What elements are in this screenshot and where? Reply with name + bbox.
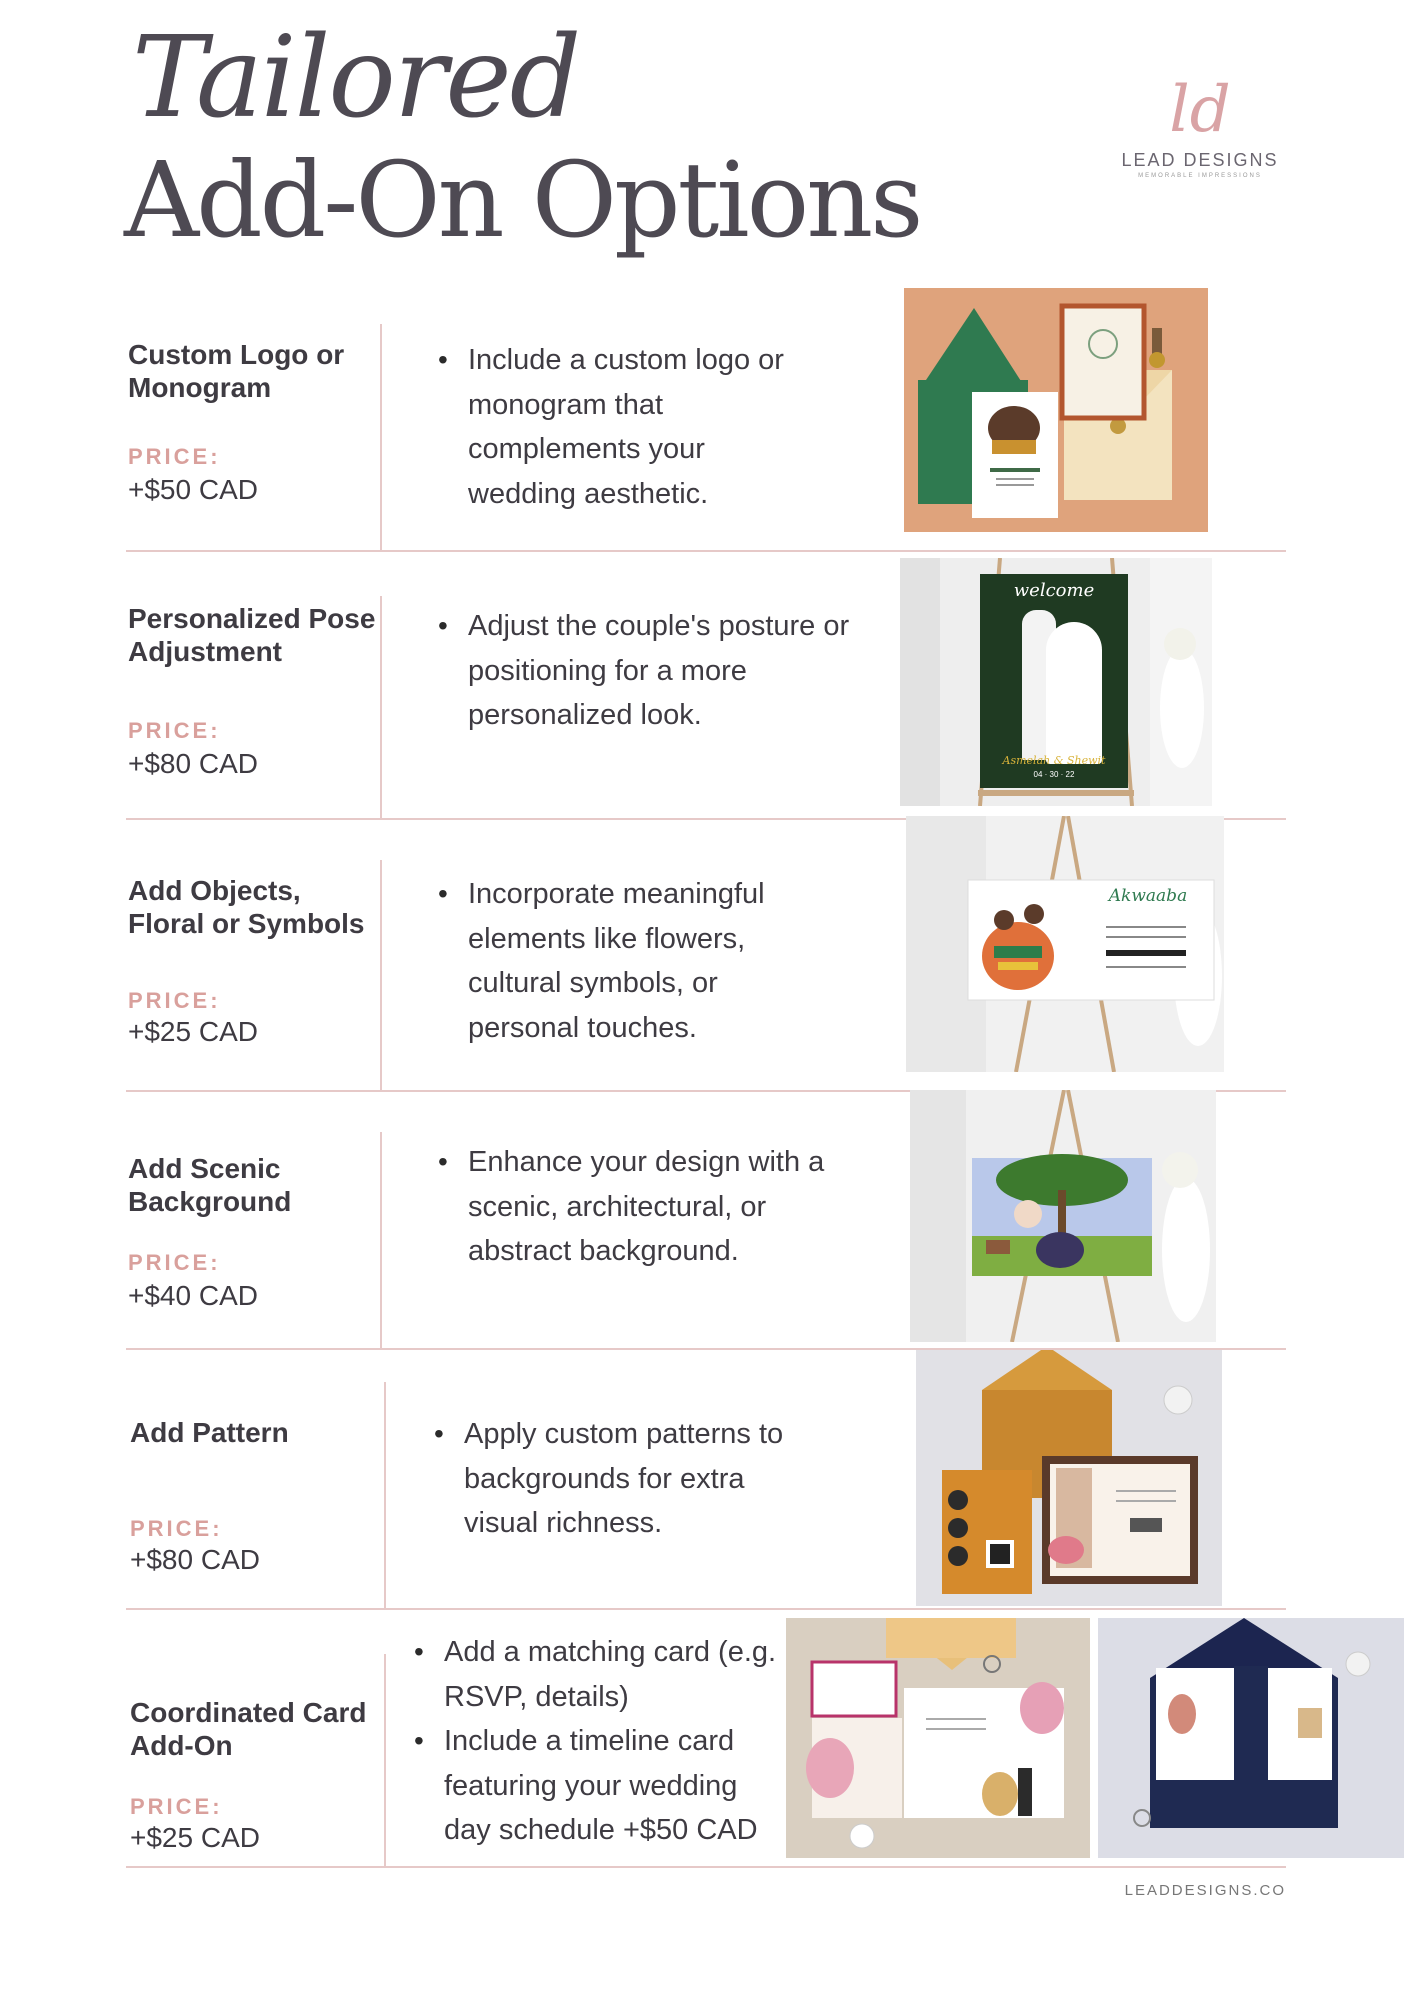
sample-photo-navy-suite bbox=[1098, 1618, 1404, 1858]
sample-photo-monogram-invitation bbox=[904, 288, 1208, 532]
sign-figure-bride bbox=[1046, 622, 1102, 764]
price-label: PRICE: bbox=[130, 1516, 223, 1541]
logo-name: LEAD DESIGNS bbox=[1121, 150, 1279, 170]
option-row-add-pattern bbox=[126, 1350, 1286, 1610]
price-value: +$80 CAD bbox=[130, 1544, 260, 1575]
title-script: Tailored bbox=[132, 13, 580, 143]
option-row-custom-logo bbox=[126, 288, 1286, 552]
price-value: +$25 CAD bbox=[130, 1822, 260, 1853]
price-label: PRICE: bbox=[128, 718, 221, 743]
option-name: Custom Logo or Monogram bbox=[128, 339, 345, 403]
bullet-item: • Adjust the couple's posture or positioning for a more personalized look. bbox=[468, 604, 888, 738]
option-name: Personalized Pose Adjustment bbox=[128, 603, 376, 667]
option-row-coordinated-card bbox=[126, 1610, 1286, 1868]
option-row-objects-floral bbox=[126, 820, 1286, 1092]
option-name: Coordinated Card Add-On bbox=[130, 1697, 367, 1761]
bullet-item: • Enhance your design with a scenic, architectural, or abstract background. bbox=[468, 1140, 848, 1274]
sign-date: 04 · 30 · 22 bbox=[1033, 770, 1075, 779]
sign-heading: Akwaaba bbox=[1108, 886, 1188, 906]
title-main: Add-On Options bbox=[124, 139, 921, 261]
bullet-item: • Apply custom patterns to backgrounds for extra visual richness. bbox=[464, 1412, 824, 1546]
option-name: Add Pattern bbox=[130, 1417, 289, 1448]
option-description bbox=[410, 1630, 784, 1853]
sample-photo-akwaaba-sign bbox=[906, 816, 1224, 1072]
price-value: +$25 CAD bbox=[128, 1016, 258, 1047]
sample-photo-scenic-sign bbox=[910, 1090, 1216, 1342]
sample-photo-floral-suite bbox=[786, 1618, 1090, 1858]
bullet-item: • Include a timeline card featuring your wedding day schedule +$50 CAD bbox=[444, 1719, 784, 1853]
option-description bbox=[434, 872, 808, 1050]
option-name: Add Scenic Background bbox=[128, 1153, 292, 1217]
sample-photo-pattern-invitation bbox=[916, 1350, 1222, 1606]
price-value: +$80 CAD bbox=[128, 748, 258, 779]
price-label: PRICE: bbox=[128, 1250, 221, 1275]
option-description bbox=[434, 1140, 848, 1274]
bullet-item: • Add a matching card (e.g. RSVP, details) bbox=[444, 1630, 784, 1719]
option-description bbox=[434, 604, 888, 738]
price-label: PRICE: bbox=[128, 988, 221, 1013]
sample-photo-welcome-sign bbox=[900, 558, 1212, 806]
logo-tagline: MEMORABLE IMPRESSIONS bbox=[1138, 173, 1262, 179]
price-label: PRICE: bbox=[130, 1794, 223, 1819]
brand-logo bbox=[1090, 73, 1310, 198]
option-description bbox=[434, 338, 798, 516]
option-row-pose-adjustment bbox=[126, 552, 1286, 820]
option-row-scenic-background bbox=[126, 1092, 1286, 1350]
option-name: Add Objects, Floral or Symbols bbox=[128, 875, 365, 939]
sign-names: Asmelah & Shewit bbox=[1002, 754, 1106, 767]
price-value: +$40 CAD bbox=[128, 1280, 258, 1311]
bullet-item: • Include a custom logo or monogram that complements your wedding aesthetic. bbox=[468, 338, 798, 516]
option-description bbox=[430, 1412, 824, 1546]
sign-heading: welcome bbox=[1013, 580, 1095, 601]
logo-monogram: ld bbox=[1169, 73, 1231, 147]
price-value: +$50 CAD bbox=[128, 474, 258, 505]
price-label: PRICE: bbox=[128, 444, 221, 469]
bullet-item: • Incorporate meaningful elements like flowers, cultural symbols, or personal touches. bbox=[468, 872, 808, 1050]
footer-website: LEADDESIGNS.CO bbox=[1124, 1882, 1286, 1899]
